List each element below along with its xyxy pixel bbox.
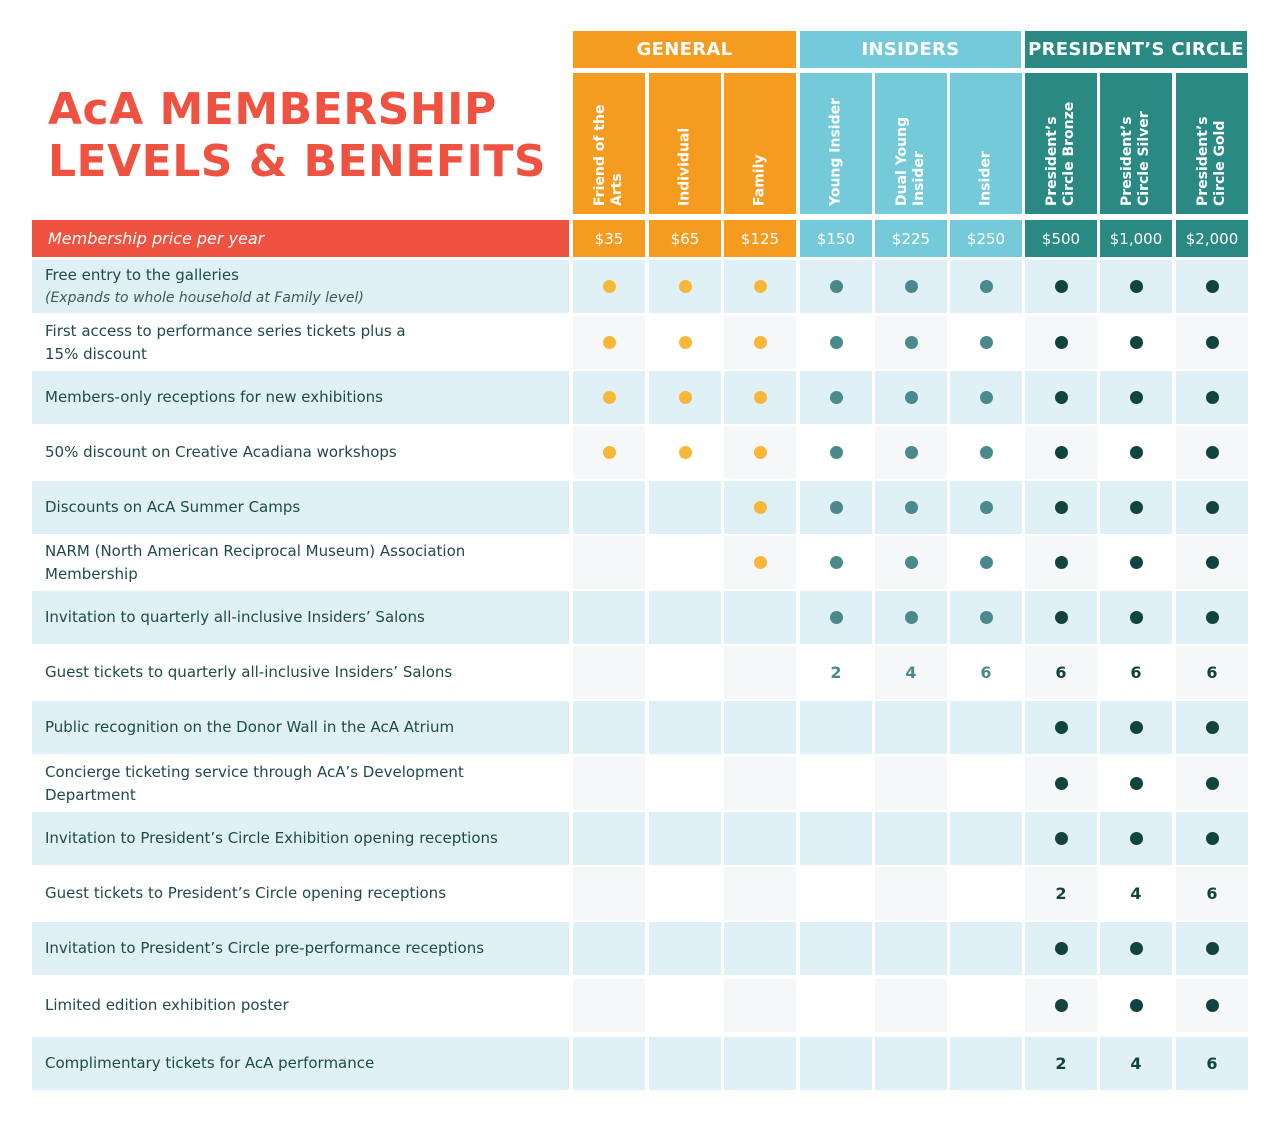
benefit-cell [1025, 701, 1097, 754]
benefit-cell [573, 922, 645, 975]
ticket-count: 6 [980, 663, 992, 682]
included-dot-icon [1206, 336, 1219, 349]
included-dot-icon [830, 611, 843, 624]
benefit-cell [573, 812, 645, 865]
benefit-cell [950, 426, 1022, 479]
benefit-text: Invitation to President’s Circle pre-performance receptions [45, 939, 485, 957]
benefit-label [32, 922, 569, 975]
benefit-cell [573, 701, 645, 754]
included-dot-icon [905, 501, 918, 514]
included-dot-icon [754, 446, 767, 459]
level-header [950, 73, 1022, 214]
level-price: $250 [950, 220, 1022, 257]
level-header [1176, 73, 1248, 214]
benefit-cell [800, 867, 872, 920]
included-dot-icon [1055, 611, 1068, 624]
level-header [800, 73, 872, 214]
included-dot-icon [1206, 391, 1219, 404]
included-dot-icon [905, 280, 918, 293]
included-dot-icon [1206, 721, 1219, 734]
benefit-cell [950, 536, 1022, 589]
included-dot-icon [1206, 777, 1219, 790]
benefit-label [32, 426, 569, 479]
ticket-count: 6 [1055, 663, 1067, 682]
included-dot-icon [1130, 832, 1143, 845]
benefit-cell [573, 536, 645, 589]
benefit-cell [573, 1037, 645, 1090]
benefit-cell [724, 646, 796, 699]
benefit-cell [950, 701, 1022, 754]
benefit-cell [1100, 591, 1172, 644]
included-dot-icon [1130, 556, 1143, 569]
ticket-count: 4 [905, 663, 917, 682]
included-dot-icon [1206, 501, 1219, 514]
benefit-cell [875, 812, 947, 865]
benefit-cell [724, 922, 796, 975]
benefit-cell [1176, 867, 1248, 920]
included-dot-icon [1206, 556, 1219, 569]
level-name: Friend of the Arts [592, 104, 625, 206]
included-dot-icon [754, 391, 767, 404]
included-dot-icon [1130, 999, 1143, 1012]
benefit-text: Members-only receptions for new exhibitions [45, 388, 383, 406]
benefit-cell [649, 701, 721, 754]
benefit-cell [1025, 812, 1097, 865]
level-header [724, 73, 796, 214]
level-name: President’s Circle Silver [1119, 111, 1152, 206]
benefit-cell [649, 646, 721, 699]
included-dot-icon [1055, 721, 1068, 734]
ticket-count: 6 [1206, 663, 1218, 682]
included-dot-icon [905, 556, 918, 569]
benefit-cell [800, 979, 872, 1032]
included-dot-icon [1055, 777, 1068, 790]
included-dot-icon [1130, 391, 1143, 404]
benefit-cell [649, 979, 721, 1032]
benefit-cell [1025, 591, 1097, 644]
benefit-cell [573, 979, 645, 1032]
benefit-cell [649, 316, 721, 369]
benefit-cell [800, 316, 872, 369]
benefit-cell [1100, 1037, 1172, 1090]
benefit-cell [573, 867, 645, 920]
benefit-cell [573, 591, 645, 644]
ticket-count: 6 [1130, 663, 1142, 682]
included-dot-icon [1206, 942, 1219, 955]
benefit-cell [1176, 646, 1248, 699]
level-price: $65 [649, 220, 721, 257]
benefit-cell [724, 316, 796, 369]
benefit-cell [724, 591, 796, 644]
benefit-cell [573, 316, 645, 369]
level-price: $125 [724, 220, 796, 257]
included-dot-icon [603, 391, 616, 404]
benefit-cell [800, 922, 872, 975]
benefit-cell [1025, 922, 1097, 975]
benefit-cell [950, 646, 1022, 699]
benefit-text: Limited edition exhibition poster [45, 996, 289, 1014]
level-name: President’s Circle Gold [1195, 116, 1228, 206]
benefit-cell [1025, 979, 1097, 1032]
benefit-cell [573, 426, 645, 479]
benefit-text: Free entry to the galleries [45, 265, 239, 284]
included-dot-icon [603, 446, 616, 459]
included-dot-icon [1130, 336, 1143, 349]
benefit-text: Guest tickets to quarterly all-inclusive Insiders’ Salons [45, 663, 453, 681]
group-header-general: GENERAL [573, 31, 796, 68]
ticket-count: 2 [1055, 884, 1067, 903]
benefit-cell [1176, 591, 1248, 644]
benefit-cell [1176, 316, 1248, 369]
included-dot-icon [603, 280, 616, 293]
benefit-cell [1176, 812, 1248, 865]
benefit-cell [875, 591, 947, 644]
included-dot-icon [980, 501, 993, 514]
benefit-cell [1100, 701, 1172, 754]
ticket-count: 2 [1055, 1054, 1067, 1073]
benefit-text: Invitation to President’s Circle Exhibition opening receptions [45, 829, 498, 847]
benefit-cell [1100, 812, 1172, 865]
benefit-label [32, 1037, 569, 1090]
included-dot-icon [754, 280, 767, 293]
included-dot-icon [1130, 280, 1143, 293]
level-name: President’s Circle Bronze [1044, 101, 1077, 206]
benefit-cell [950, 867, 1022, 920]
benefit-label [32, 757, 569, 810]
benefit-label [32, 867, 569, 920]
benefit-cell [1100, 867, 1172, 920]
benefit-cell [1025, 426, 1097, 479]
ticket-count: 6 [1206, 884, 1218, 903]
benefit-cell [1176, 426, 1248, 479]
benefit-cell [950, 922, 1022, 975]
included-dot-icon [980, 280, 993, 293]
included-dot-icon [1055, 280, 1068, 293]
included-dot-icon [1055, 942, 1068, 955]
benefit-cell [950, 812, 1022, 865]
title-line-1: AcA MEMBERSHIP [48, 84, 497, 135]
included-dot-icon [830, 280, 843, 293]
benefit-cell [950, 260, 1022, 313]
benefit-cell [649, 867, 721, 920]
benefit-cell [573, 757, 645, 810]
included-dot-icon [980, 611, 993, 624]
benefit-text: Invitation to quarterly all-inclusive Insiders’ Salons [45, 608, 425, 626]
included-dot-icon [1206, 280, 1219, 293]
benefit-text: First access to performance series tickets plus a 15% discount [45, 321, 406, 363]
benefit-cell [875, 481, 947, 534]
benefit-cell [1025, 481, 1097, 534]
benefit-cell [875, 867, 947, 920]
benefit-cell [649, 812, 721, 865]
benefit-cell [950, 591, 1022, 644]
level-header [1100, 73, 1172, 214]
benefit-cell [1025, 646, 1097, 699]
benefit-label [32, 812, 569, 865]
benefit-text: NARM (North American Reciprocal Museum) Association Membership [45, 541, 466, 583]
benefit-label [32, 316, 569, 369]
benefit-cell [950, 481, 1022, 534]
benefit-cell [875, 922, 947, 975]
benefit-cell [724, 260, 796, 313]
included-dot-icon [679, 336, 692, 349]
benefit-cell [1176, 757, 1248, 810]
benefit-cell [1100, 979, 1172, 1032]
benefit-cell [875, 757, 947, 810]
benefit-cell [1025, 371, 1097, 424]
benefit-cell [649, 1037, 721, 1090]
benefit-label [32, 481, 569, 534]
level-price: $500 [1025, 220, 1097, 257]
benefit-cell [800, 260, 872, 313]
benefit-cell [649, 426, 721, 479]
benefit-cell [724, 867, 796, 920]
level-name: Family [751, 154, 768, 206]
benefit-cell [1025, 1037, 1097, 1090]
included-dot-icon [1055, 391, 1068, 404]
benefit-label [32, 260, 569, 313]
benefit-text: Concierge ticketing service through AcA’s Development Department [45, 762, 464, 804]
level-header [1025, 73, 1097, 214]
benefit-cell [649, 591, 721, 644]
benefit-cell [800, 591, 872, 644]
ticket-count: 4 [1130, 884, 1142, 903]
included-dot-icon [754, 336, 767, 349]
level-header [573, 73, 645, 214]
benefit-cell [649, 757, 721, 810]
benefit-cell [800, 481, 872, 534]
page-title [48, 84, 546, 188]
benefit-cell [1100, 426, 1172, 479]
included-dot-icon [830, 446, 843, 459]
benefit-cell [875, 701, 947, 754]
ticket-count: 4 [1130, 1054, 1142, 1073]
benefit-cell [573, 371, 645, 424]
benefit-cell [1025, 867, 1097, 920]
ticket-count: 6 [1206, 1054, 1218, 1073]
benefit-cell [950, 371, 1022, 424]
benefit-cell [875, 1037, 947, 1090]
benefit-cell [1100, 646, 1172, 699]
included-dot-icon [754, 556, 767, 569]
benefit-cell [649, 922, 721, 975]
included-dot-icon [830, 556, 843, 569]
benefit-label [32, 371, 569, 424]
benefit-cell [800, 371, 872, 424]
group-header-pc: PRESIDENT’S CIRCLE [1025, 31, 1247, 68]
benefit-cell [875, 371, 947, 424]
benefit-cell [1100, 371, 1172, 424]
benefit-cell [649, 260, 721, 313]
benefit-cell [724, 426, 796, 479]
benefit-cell [1100, 757, 1172, 810]
benefit-cell [1176, 701, 1248, 754]
level-price: $225 [875, 220, 947, 257]
included-dot-icon [1055, 832, 1068, 845]
level-price: $2,000 [1176, 220, 1248, 257]
benefit-cell [875, 260, 947, 313]
benefit-cell [875, 536, 947, 589]
benefit-cell [724, 1037, 796, 1090]
benefit-label [32, 701, 569, 754]
included-dot-icon [830, 336, 843, 349]
benefit-cell [724, 812, 796, 865]
benefit-cell [1100, 481, 1172, 534]
included-dot-icon [980, 556, 993, 569]
benefit-cell [1025, 757, 1097, 810]
benefit-cell [875, 426, 947, 479]
included-dot-icon [603, 336, 616, 349]
included-dot-icon [1206, 446, 1219, 459]
included-dot-icon [1055, 336, 1068, 349]
included-dot-icon [1206, 999, 1219, 1012]
benefit-cell [1100, 536, 1172, 589]
benefit-cell [875, 979, 947, 1032]
benefit-cell [1176, 922, 1248, 975]
benefit-cell [724, 536, 796, 589]
benefit-label [32, 591, 569, 644]
included-dot-icon [1055, 556, 1068, 569]
benefit-cell [1176, 1037, 1248, 1090]
benefit-cell [649, 536, 721, 589]
level-name: Young Insider [827, 97, 844, 206]
benefit-cell [950, 979, 1022, 1032]
benefit-label [32, 979, 569, 1032]
benefit-cell [724, 757, 796, 810]
benefit-cell [875, 646, 947, 699]
included-dot-icon [905, 611, 918, 624]
benefit-label [32, 646, 569, 699]
benefit-cell [724, 481, 796, 534]
benefit-cell [573, 646, 645, 699]
benefit-note: (Expands to whole household at Family level) [45, 289, 364, 306]
included-dot-icon [679, 391, 692, 404]
benefit-cell [800, 536, 872, 589]
benefit-cell [1100, 922, 1172, 975]
benefit-cell [724, 701, 796, 754]
price-row-label: Membership price per year [32, 220, 569, 257]
level-header [649, 73, 721, 214]
benefit-label [32, 536, 569, 589]
benefit-cell [800, 1037, 872, 1090]
level-price: $150 [800, 220, 872, 257]
included-dot-icon [1206, 832, 1219, 845]
included-dot-icon [980, 336, 993, 349]
level-header [875, 73, 947, 214]
title-line-2: LEVELS & BENEFITS [48, 136, 547, 187]
benefit-cell [1100, 260, 1172, 313]
benefit-cell [1176, 260, 1248, 313]
benefit-cell [1176, 536, 1248, 589]
included-dot-icon [905, 446, 918, 459]
level-name: Individual [676, 127, 693, 206]
included-dot-icon [679, 446, 692, 459]
included-dot-icon [1055, 446, 1068, 459]
included-dot-icon [1055, 999, 1068, 1012]
benefit-cell [649, 481, 721, 534]
level-name: Insider [977, 151, 994, 206]
benefit-cell [800, 646, 872, 699]
included-dot-icon [980, 391, 993, 404]
benefit-cell [649, 371, 721, 424]
level-price: $35 [573, 220, 645, 257]
benefit-cell [1025, 316, 1097, 369]
benefit-cell [800, 812, 872, 865]
benefit-text: 50% discount on Creative Acadiana workshops [45, 443, 397, 461]
level-price: $1,000 [1100, 220, 1172, 257]
benefit-cell [573, 481, 645, 534]
included-dot-icon [1206, 611, 1219, 624]
benefit-cell [800, 701, 872, 754]
included-dot-icon [1130, 446, 1143, 459]
included-dot-icon [1130, 721, 1143, 734]
included-dot-icon [754, 501, 767, 514]
benefit-text: Complimentary tickets for AcA performance [45, 1054, 375, 1072]
included-dot-icon [905, 336, 918, 349]
included-dot-icon [830, 391, 843, 404]
benefit-cell [1176, 371, 1248, 424]
included-dot-icon [679, 280, 692, 293]
benefit-cell [875, 316, 947, 369]
included-dot-icon [980, 446, 993, 459]
group-header-insiders: INSIDERS [800, 31, 1021, 68]
benefit-text: Discounts on AcA Summer Camps [45, 498, 301, 516]
included-dot-icon [1130, 777, 1143, 790]
included-dot-icon [1130, 611, 1143, 624]
included-dot-icon [1130, 501, 1143, 514]
benefit-cell [800, 426, 872, 479]
benefit-cell [800, 757, 872, 810]
benefit-text: Guest tickets to President’s Circle opening receptions [45, 884, 447, 902]
included-dot-icon [905, 391, 918, 404]
ticket-count: 2 [830, 663, 842, 682]
benefit-cell [1025, 260, 1097, 313]
benefit-cell [950, 757, 1022, 810]
benefit-cell [724, 371, 796, 424]
benefit-cell [1176, 481, 1248, 534]
benefit-cell [950, 316, 1022, 369]
benefit-cell [1176, 979, 1248, 1032]
included-dot-icon [830, 501, 843, 514]
included-dot-icon [1055, 501, 1068, 514]
included-dot-icon [1130, 942, 1143, 955]
level-name: Dual Young Insider [894, 116, 927, 206]
benefit-cell [1025, 536, 1097, 589]
benefit-cell [1100, 316, 1172, 369]
benefit-text: Public recognition on the Donor Wall in the AcA Atrium [45, 718, 455, 736]
benefit-cell [573, 260, 645, 313]
benefit-cell [950, 1037, 1022, 1090]
benefit-cell [724, 979, 796, 1032]
